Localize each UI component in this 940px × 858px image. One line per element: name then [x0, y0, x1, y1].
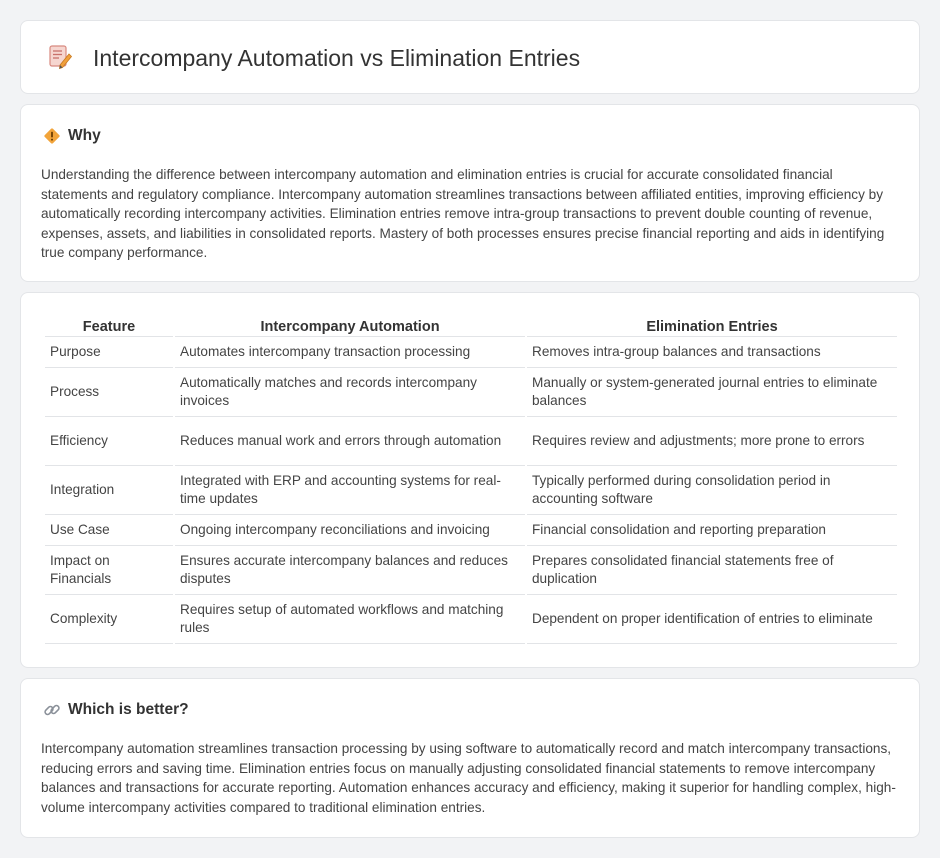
better-heading: Which is better? — [68, 701, 189, 718]
elimination-cell: Requires review and adjustments; more prone to errors — [527, 417, 897, 466]
why-section — [20, 104, 920, 282]
better-heading-row — [43, 701, 189, 719]
feature-cell: Process — [45, 368, 173, 417]
link-icon — [43, 701, 61, 719]
table-row — [45, 466, 897, 515]
feature-cell: Efficiency — [45, 417, 173, 466]
automation-cell: Automatically matches and records intercompany invoices — [175, 368, 525, 417]
automation-cell: Requires setup of automated workflows and matching rules — [175, 595, 525, 644]
column-header-feature: Feature — [45, 315, 173, 337]
elimination-cell: Manually or system-generated journal entries to eliminate balances — [527, 368, 897, 417]
table-header-row — [45, 315, 897, 337]
elimination-cell: Financial consolidation and reporting preparation — [527, 515, 897, 546]
why-paragraph: Understanding the difference between intercompany automation and elimination entries is crucial for accurate consolidated financial statements and regulatory compliance. Intercompany automation streamlines transactions between affiliated entities, improving efficiency by automatically recording intercompany activities. Elimination entries remove intra-group transactions to prevent double counting of revenue, expenses, assets, and liabilities in consolidated reports. Mastery of both processes ensures precise financial reporting and aids in identifying true company performance. — [41, 167, 885, 261]
feature-cell: Purpose — [45, 337, 173, 368]
document-pencil-icon — [47, 43, 73, 73]
elimination-cell: Prepares consolidated financial statements free of duplication — [527, 546, 897, 595]
automation-cell: Ensures accurate intercompany balances and reduces disputes — [175, 546, 525, 595]
feature-cell: Complexity — [45, 595, 173, 644]
feature-cell: Use Case — [45, 515, 173, 546]
feature-cell: Integration — [45, 466, 173, 515]
table-row — [45, 515, 897, 546]
why-heading: Why — [68, 127, 101, 144]
elimination-cell: Removes intra-group balances and transactions — [527, 337, 897, 368]
comparison-table — [43, 315, 899, 644]
page-title: Intercompany Automation vs Elimination Entries — [93, 44, 581, 71]
which-is-better-section — [20, 678, 920, 838]
table-row — [45, 546, 897, 595]
feature-cell: Impact on Financials — [45, 546, 173, 595]
automation-cell: Automates intercompany transaction processing — [175, 337, 525, 368]
diamond-warning-icon — [43, 127, 61, 145]
automation-cell: Reduces manual work and errors through automation — [175, 417, 525, 466]
automation-cell: Ongoing intercompany reconciliations and invoicing — [175, 515, 525, 546]
table-row — [45, 595, 897, 644]
header-card — [20, 20, 920, 94]
comparison-section — [20, 292, 920, 668]
why-heading-row — [43, 127, 101, 145]
table-row — [45, 337, 897, 368]
table-row — [45, 368, 897, 417]
column-header-intercompany-automation: Intercompany Automation — [175, 315, 525, 337]
elimination-cell: Typically performed during consolidation period in accounting software — [527, 466, 897, 515]
table-row — [45, 417, 897, 466]
elimination-cell: Dependent on proper identification of entries to eliminate — [527, 595, 897, 644]
column-header-elimination-entries: Elimination Entries — [527, 315, 897, 337]
better-paragraph: Intercompany automation streamlines transaction processing by using software to automatically record and match intercompany transactions, reducing errors and saving time. Elimination entries focus on manually adjusting consolidated financial statements to remove intercompany balances and transactions for accurate reporting. Automation enhances accuracy and efficiency, making it superior for handling complex, high-volume intercompany activities compared to traditional elimination entries. — [41, 741, 896, 815]
automation-cell: Integrated with ERP and accounting systems for real-time updates — [175, 466, 525, 515]
title-row — [47, 43, 580, 73]
